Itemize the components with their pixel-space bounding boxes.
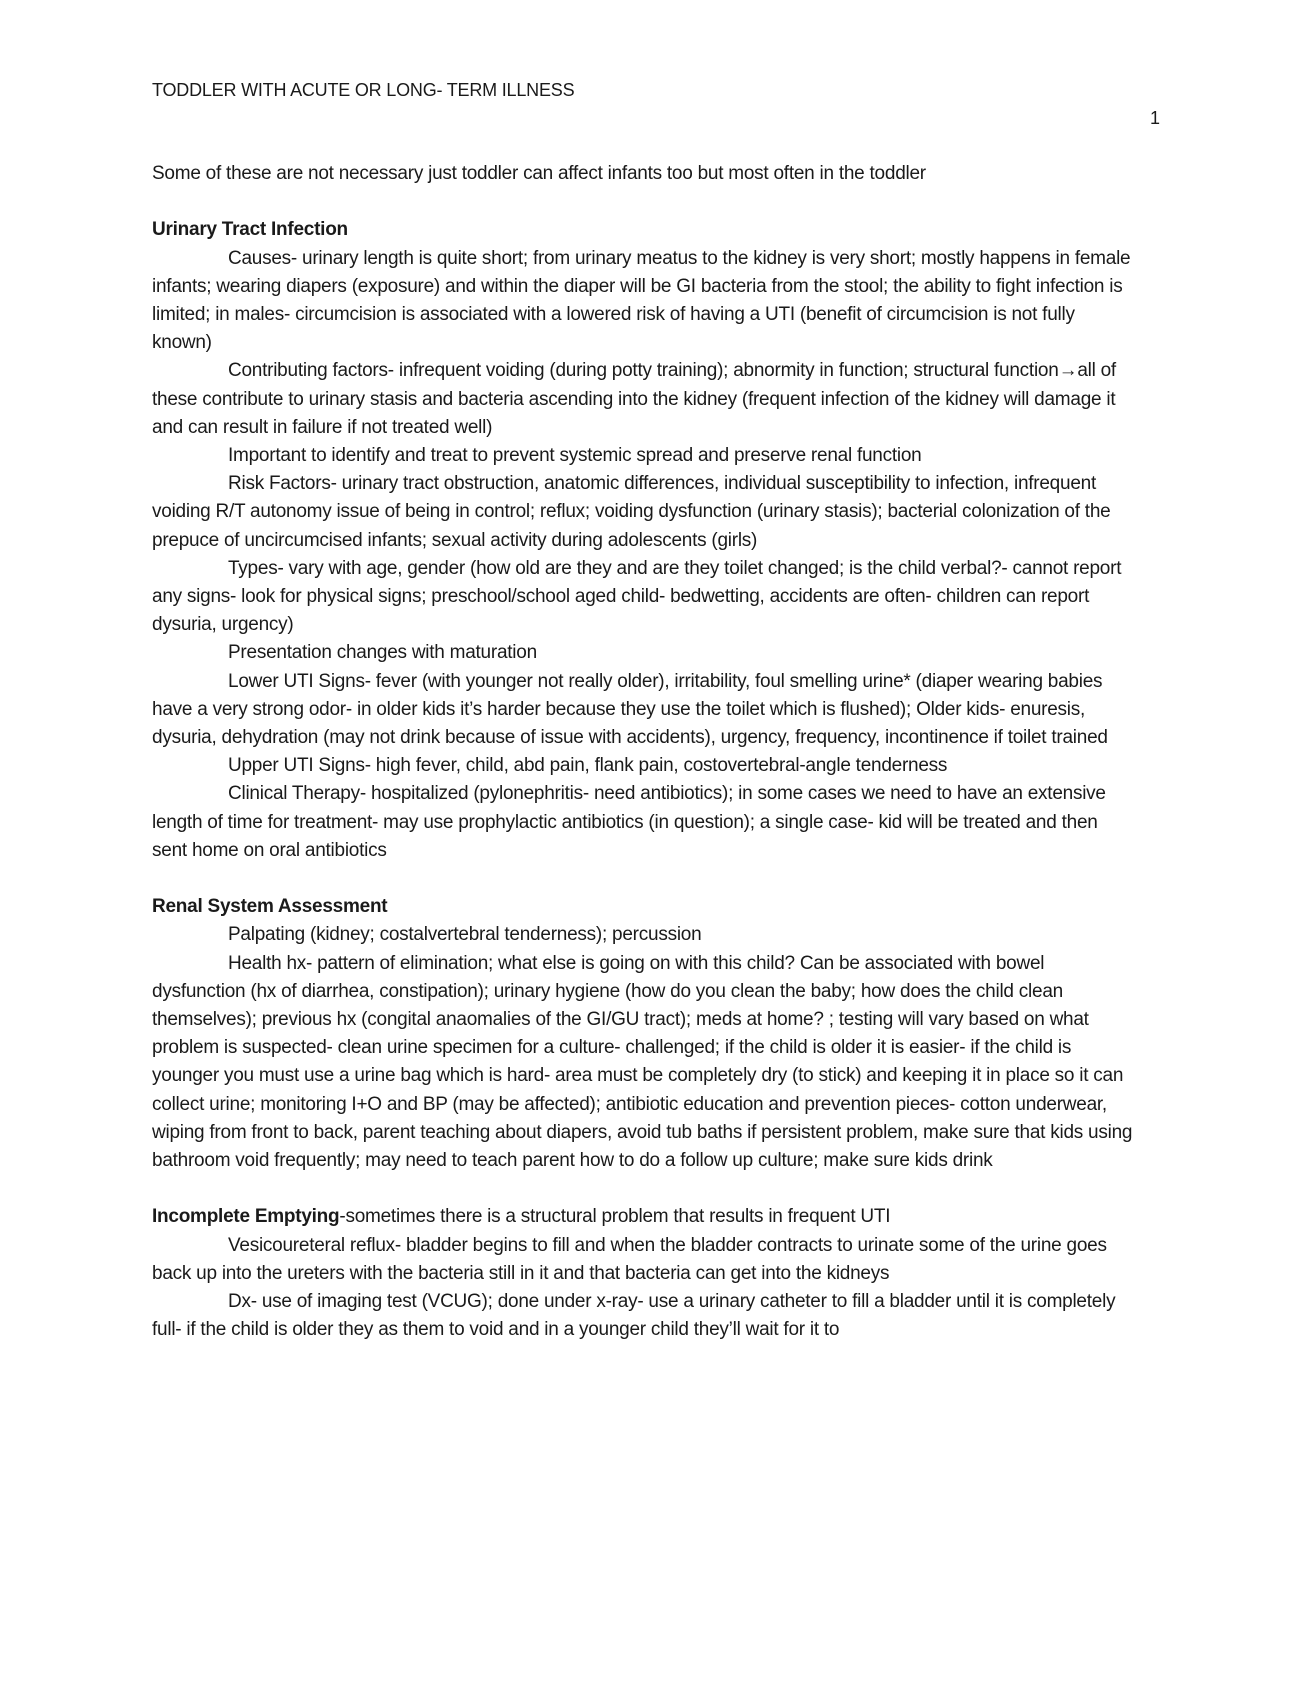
contributing-text-start: Contributing factors- infrequent voiding (during potty training); abnormity in function; structural function <box>228 360 1059 382</box>
uti-upper-signs: Upper UTI Signs- high fever, child, abd pain, flank pain, costovertebral-angle tenderness <box>228 755 948 777</box>
uti-lower-signs: Lower UTI Signs- fever (with younger not really older), irritability, foul smelling urine* (diaper wearing babies have a very strong odor- in older kids it’s harder because they use the toilet which is flushed); Older kids- enuresis, dysuria, dehydration (may not drink because of issue with accidents), urgency, frequency, incontinence if toilet trained <box>152 670 1108 749</box>
incomplete-dx: Dx- use of imaging test (VCUG); done under x-ray- use a urinary catheter to fill a bladder until it is completely full- if the child is older they as them to void and in a younger child they’ll wait for it to <box>152 1291 1116 1341</box>
uti-causes: Causes- urinary length is quite short; from urinary meatus to the kidney is very short; mostly happens in female infants; wearing diapers (exposure) and within the diaper will be GI bacteria from the stool; the ability to fight infection is limited; in males- circumcision is associated with a lowered risk of having a UTI (benefit of circumcision is not fully known) <box>152 247 1131 354</box>
page-number: 1 <box>1149 108 1160 128</box>
contributing-text-end: all of these contribute to urinary stasis and bacteria ascending into the kidney (frequent infection of the kidney will damage it and can result in failure if not treated well) <box>152 360 1116 438</box>
incomplete-emptying-paragraph <box>152 1203 1137 1231</box>
uti-clinical-therapy: Clinical Therapy- hospitalized (pylonephritis- need antibiotics); in some cases we need to have an extensive length of time for treatment- may use prophylactic antibiotics (in question); a single case- kid will be treated and then sent home on oral antibiotics <box>152 783 1106 861</box>
uti-presentation: Presentation changes with maturation <box>228 642 537 664</box>
incomplete-vesicoureteral-reflux: Vesicoureteral reflux- bladder begins to fill and when the bladder contracts to urinate some of the urine goes back up into the ureters with the bacteria still in it and that bacteria can get into the kidneys <box>152 1234 1107 1284</box>
section-heading-incomplete-emptying: Incomplete Emptying <box>152 1206 340 1228</box>
section-heading-renal: Renal System Assessment <box>152 896 388 918</box>
uti-types: Types- vary with age, gender (how old are they and are they toilet changed; is the child verbal?- cannot report any signs- look for physical signs; preschool/school aged child- bedwetting, accidents are often- children can report dysuria, urgency) <box>152 557 1122 636</box>
running-head: TODDLER WITH ACUTE OR LONG- TERM ILLNESS <box>152 80 575 100</box>
section-heading-uti: Urinary Tract Infection <box>152 219 348 241</box>
intro-paragraph: Some of these are not necessary just toddler can affect infants too but most often in the toddler <box>152 163 926 184</box>
document-body <box>152 160 1137 1344</box>
incomplete-emptying-intro: -sometimes there is a structural problem that results in frequent UTI <box>339 1206 891 1228</box>
paragraph-gap <box>152 188 1137 216</box>
renal-palpating: Palpating (kidney; costalvertebral tenderness); percussion <box>228 924 702 946</box>
uti-risk-factors: Risk Factors- urinary tract obstruction, anatomic differences, individual susceptibility to infection, infrequent voiding R/T autonomy issue of being in control; reflux; voiding dysfunction (urinary stasis); bacterial colonization of the prepuce of uncircumcised infants; sexual activity during adolescents (girls) <box>152 473 1111 551</box>
renal-health-history: Health hx- pattern of elimination; what else is going on with this child? Can be associated with bowel dysfunction (hx of diarrhea, constipation); urinary hygiene (how do you clean the baby; how does the child clean themselves); previous hx (congital anaomalies of the GI/GU tract); meds at home? ; testing will vary based on what problem is suspected- clean urine specimen for a culture- challenged; if the child is older it is easier- if the child is younger you must use a urine bag which is hard- area must be completely dry (to stick) and keeping it in place so it can collect urine; monitoring I+O and BP (may be affected); antibiotic education and prevention pieces- cotton underwear, wiping from front to back, parent teaching about diapers, avoid tub baths if persistent problem, make sure that kids using bathroom void frequently; may need to teach parent how to do a follow up culture; make sure kids drink <box>152 952 1133 1172</box>
right-arrow-icon: → <box>1058 360 1078 382</box>
uti-contributing-factors <box>152 357 1137 442</box>
paragraph-gap <box>152 1175 1137 1203</box>
uti-important: Important to identify and treat to prevent systemic spread and preserve renal function <box>228 445 922 467</box>
paragraph-gap <box>152 865 1137 893</box>
